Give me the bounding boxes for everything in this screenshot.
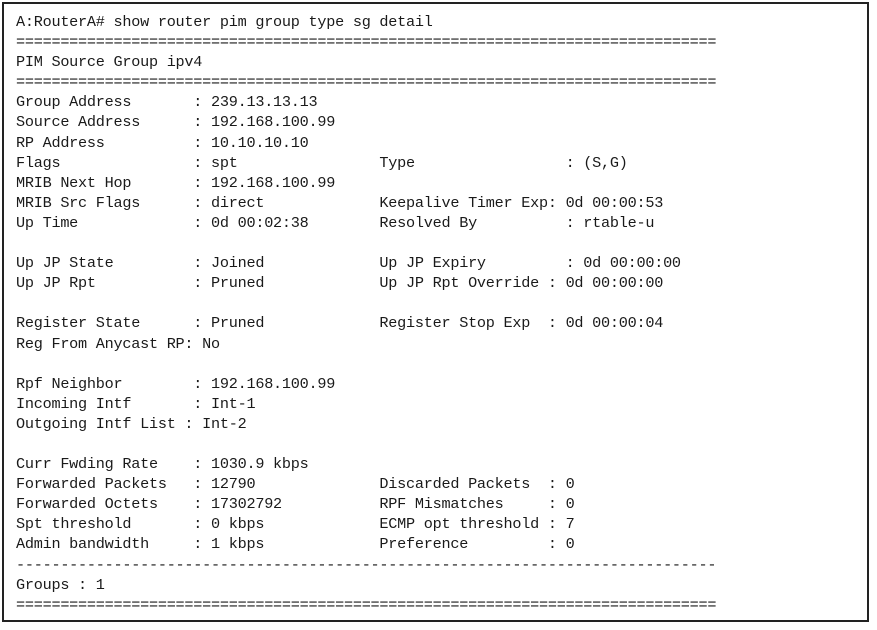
terminal-output	[16, 12, 716, 615]
row-rp-address: RP Address : 10.10.10.10	[16, 133, 309, 152]
single-rule: -------------------------------------------------------------------------------	[16, 555, 717, 574]
row-forwarded-packets: Forwarded Packets : 12790 Discarded Packets : 0	[16, 475, 575, 494]
row-rpf-neighbor: Rpf Neighbor : 192.168.100.99	[16, 374, 336, 393]
row-admin-bandwidth: Admin bandwidth : 1 kbps Preference : 0	[16, 535, 575, 554]
double-rule-header: ===============================================================================	[16, 73, 717, 92]
row-incoming-intf: Incoming Intf : Int-1	[16, 394, 256, 413]
blank-line	[16, 354, 716, 374]
row-source-address: Source Address : 192.168.100.99	[16, 113, 336, 132]
groups-count: Groups : 1	[16, 575, 105, 594]
row-spt-threshold: Spt threshold : 0 kbps ECMP opt threshold : 7	[16, 515, 575, 534]
blank-line	[16, 293, 716, 313]
row-up-jp-state: Up JP State : Joined Up JP Expiry : 0d 00:00:00	[16, 254, 681, 273]
row-forwarded-octets: Forwarded Octets : 17302792 RPF Mismatches : 0	[16, 495, 575, 514]
row-curr-fwding-rate: Curr Fwding Rate : 1030.9 kbps	[16, 455, 309, 474]
double-rule-bottom: ===============================================================================	[16, 595, 717, 614]
double-rule-top: ===============================================================================	[16, 33, 717, 52]
row-mrib-src-flags: MRIB Src Flags : direct Keepalive Timer Exp: 0d 00:00:53	[16, 193, 664, 212]
row-outgoing-intf-list: Outgoing Intf List : Int-2	[16, 414, 247, 433]
row-up-time: Up Time : 0d 00:02:38 Resolved By : rtable-u	[16, 213, 655, 232]
blank-line	[16, 233, 716, 253]
row-reg-from-anycast: Reg From Anycast RP: No	[16, 334, 220, 353]
terminal-window	[2, 2, 869, 622]
row-up-jp-rpt: Up JP Rpt : Pruned Up JP Rpt Override : 0d 00:00:00	[16, 274, 664, 293]
row-register-state: Register State : Pruned Register Stop Exp : 0d 00:00:04	[16, 314, 664, 333]
blank-line	[16, 434, 716, 454]
row-flags-type: Flags : spt Type : (S,G)	[16, 153, 628, 172]
row-mrib-next-hop: MRIB Next Hop : 192.168.100.99	[16, 173, 336, 192]
command-prompt: A:RouterA# show router pim group type sg detail	[16, 13, 433, 31]
section-title: PIM Source Group ipv4	[16, 53, 203, 72]
row-group-address: Group Address : 239.13.13.13	[16, 93, 318, 112]
